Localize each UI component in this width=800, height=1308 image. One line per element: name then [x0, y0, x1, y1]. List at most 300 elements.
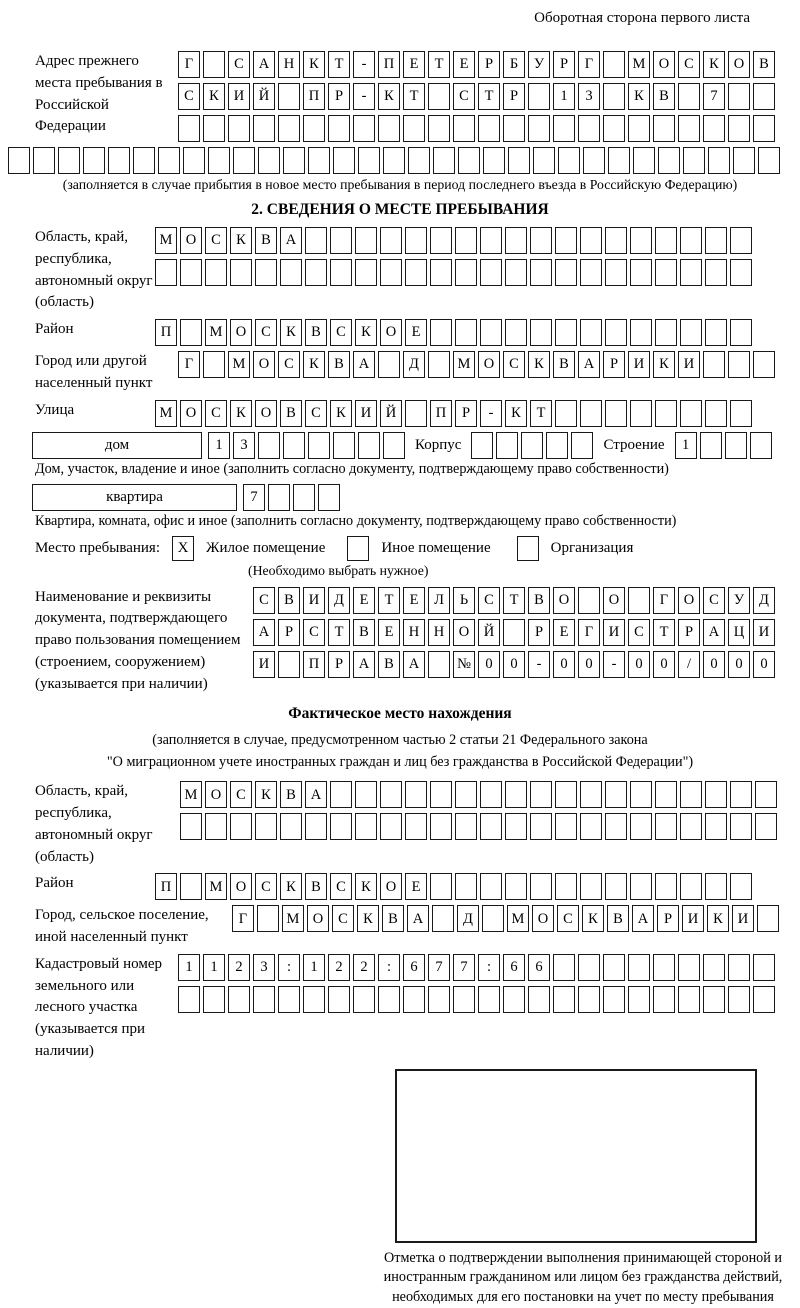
char-cell[interactable]: [546, 432, 568, 459]
char-cell[interactable]: [405, 400, 427, 427]
char-cell[interactable]: [628, 986, 650, 1013]
char-cell[interactable]: №: [453, 651, 475, 678]
char-cell[interactable]: [471, 432, 493, 459]
char-cell[interactable]: [482, 905, 504, 932]
char-cell[interactable]: [480, 813, 502, 840]
char-cell[interactable]: [328, 115, 350, 142]
char-cell[interactable]: 1: [203, 954, 225, 981]
char-cell[interactable]: [303, 986, 325, 1013]
char-cell[interactable]: К: [378, 83, 400, 110]
char-cell[interactable]: [305, 227, 327, 254]
char-cell[interactable]: /: [678, 651, 700, 678]
char-cell[interactable]: [655, 781, 677, 808]
char-cell[interactable]: [505, 813, 527, 840]
char-cell[interactable]: О: [453, 619, 475, 646]
char-cell[interactable]: [178, 115, 200, 142]
char-cell[interactable]: Й: [253, 83, 275, 110]
char-cell[interactable]: [730, 259, 752, 286]
char-cell[interactable]: [83, 147, 105, 174]
char-cell[interactable]: [555, 873, 577, 900]
checkbox-organizacia[interactable]: [517, 536, 539, 561]
char-cell[interactable]: Е: [403, 587, 425, 614]
char-cell[interactable]: [555, 227, 577, 254]
char-cell[interactable]: П: [303, 651, 325, 678]
char-cell[interactable]: 6: [503, 954, 525, 981]
char-cell[interactable]: [180, 319, 202, 346]
char-cell[interactable]: [330, 781, 352, 808]
char-cell[interactable]: [753, 83, 775, 110]
char-cell[interactable]: 7: [428, 954, 450, 981]
char-cell[interactable]: [380, 259, 402, 286]
char-cell[interactable]: К: [628, 83, 650, 110]
char-cell[interactable]: В: [528, 587, 550, 614]
char-cell[interactable]: [753, 954, 775, 981]
char-cell[interactable]: У: [728, 587, 750, 614]
char-cell[interactable]: [180, 813, 202, 840]
char-cell[interactable]: [453, 986, 475, 1013]
char-cell[interactable]: [480, 873, 502, 900]
char-cell[interactable]: К: [582, 905, 604, 932]
char-cell[interactable]: А: [305, 781, 327, 808]
char-cell[interactable]: М: [155, 227, 177, 254]
char-cell[interactable]: [228, 986, 250, 1013]
char-cell[interactable]: Т: [328, 619, 350, 646]
char-cell[interactable]: 6: [528, 954, 550, 981]
char-cell[interactable]: [358, 432, 380, 459]
char-cell[interactable]: [655, 259, 677, 286]
char-cell[interactable]: М: [282, 905, 304, 932]
char-cell[interactable]: [155, 259, 177, 286]
char-cell[interactable]: О: [180, 227, 202, 254]
char-cell[interactable]: М: [507, 905, 529, 932]
char-cell[interactable]: В: [280, 400, 302, 427]
char-cell[interactable]: [705, 873, 727, 900]
char-cell[interactable]: [383, 147, 405, 174]
char-cell[interactable]: К: [303, 351, 325, 378]
char-cell[interactable]: [432, 905, 454, 932]
char-cell[interactable]: [603, 83, 625, 110]
char-cell[interactable]: Г: [178, 351, 200, 378]
char-cell[interactable]: А: [353, 651, 375, 678]
char-cell[interactable]: Д: [403, 351, 425, 378]
char-cell[interactable]: [453, 115, 475, 142]
char-cell[interactable]: Е: [453, 51, 475, 78]
char-cell[interactable]: [230, 813, 252, 840]
char-cell[interactable]: [133, 147, 155, 174]
char-cell[interactable]: [405, 813, 427, 840]
char-cell[interactable]: В: [382, 905, 404, 932]
char-cell[interactable]: [733, 147, 755, 174]
char-cell[interactable]: [528, 83, 550, 110]
char-cell[interactable]: [355, 259, 377, 286]
char-cell[interactable]: [653, 986, 675, 1013]
char-cell[interactable]: [278, 115, 300, 142]
char-cell[interactable]: [703, 986, 725, 1013]
char-cell[interactable]: Б: [503, 51, 525, 78]
char-cell[interactable]: Т: [478, 83, 500, 110]
char-cell[interactable]: К: [280, 873, 302, 900]
char-cell[interactable]: [580, 781, 602, 808]
char-cell[interactable]: [753, 986, 775, 1013]
char-cell[interactable]: [380, 781, 402, 808]
char-cell[interactable]: [705, 259, 727, 286]
char-cell[interactable]: 3: [578, 83, 600, 110]
char-cell[interactable]: Г: [178, 51, 200, 78]
char-cell[interactable]: [203, 115, 225, 142]
char-cell[interactable]: В: [255, 227, 277, 254]
char-cell[interactable]: Й: [380, 400, 402, 427]
char-cell[interactable]: [705, 227, 727, 254]
char-cell[interactable]: [703, 954, 725, 981]
char-cell[interactable]: [605, 319, 627, 346]
char-cell[interactable]: [680, 781, 702, 808]
char-cell[interactable]: И: [253, 651, 275, 678]
char-cell[interactable]: [505, 319, 527, 346]
char-cell[interactable]: [403, 115, 425, 142]
char-cell[interactable]: [183, 147, 205, 174]
char-cell[interactable]: С: [557, 905, 579, 932]
char-cell[interactable]: [730, 873, 752, 900]
char-cell[interactable]: О: [380, 873, 402, 900]
char-cell[interactable]: Т: [653, 619, 675, 646]
char-cell[interactable]: К: [707, 905, 729, 932]
char-cell[interactable]: [203, 51, 225, 78]
char-cell[interactable]: [730, 319, 752, 346]
char-cell[interactable]: [728, 954, 750, 981]
char-cell[interactable]: Т: [503, 587, 525, 614]
checkbox-zhiloe[interactable]: X: [172, 536, 194, 561]
char-cell[interactable]: [253, 115, 275, 142]
char-cell[interactable]: А: [253, 51, 275, 78]
char-cell[interactable]: Г: [653, 587, 675, 614]
char-cell[interactable]: С: [628, 619, 650, 646]
char-cell[interactable]: [496, 432, 518, 459]
char-cell[interactable]: А: [280, 227, 302, 254]
char-cell[interactable]: В: [553, 351, 575, 378]
char-cell[interactable]: [750, 432, 772, 459]
char-cell[interactable]: [8, 147, 30, 174]
char-cell[interactable]: О: [653, 51, 675, 78]
char-cell[interactable]: М: [453, 351, 475, 378]
char-cell[interactable]: [178, 986, 200, 1013]
char-cell[interactable]: С: [255, 873, 277, 900]
char-cell[interactable]: К: [330, 400, 352, 427]
char-cell[interactable]: Г: [578, 51, 600, 78]
char-cell[interactable]: С: [253, 587, 275, 614]
char-cell[interactable]: С: [178, 83, 200, 110]
char-cell[interactable]: [383, 432, 405, 459]
char-cell[interactable]: [480, 227, 502, 254]
char-cell[interactable]: [430, 227, 452, 254]
char-cell[interactable]: И: [228, 83, 250, 110]
char-cell[interactable]: [378, 351, 400, 378]
char-cell[interactable]: [455, 319, 477, 346]
char-cell[interactable]: Н: [428, 619, 450, 646]
char-cell[interactable]: 0: [503, 651, 525, 678]
char-cell[interactable]: П: [303, 83, 325, 110]
char-cell[interactable]: В: [305, 319, 327, 346]
char-cell[interactable]: [658, 147, 680, 174]
char-cell[interactable]: [728, 83, 750, 110]
char-cell[interactable]: [628, 954, 650, 981]
char-cell[interactable]: [430, 781, 452, 808]
char-cell[interactable]: [528, 115, 550, 142]
char-cell[interactable]: [455, 813, 477, 840]
char-cell[interactable]: Г: [578, 619, 600, 646]
char-cell[interactable]: Т: [328, 51, 350, 78]
char-cell[interactable]: [630, 227, 652, 254]
char-cell[interactable]: [705, 400, 727, 427]
char-cell[interactable]: [703, 115, 725, 142]
char-cell[interactable]: [278, 83, 300, 110]
char-cell[interactable]: [480, 319, 502, 346]
char-cell[interactable]: М: [180, 781, 202, 808]
char-cell[interactable]: О: [678, 587, 700, 614]
char-cell[interactable]: У: [528, 51, 550, 78]
char-cell[interactable]: К: [280, 319, 302, 346]
char-cell[interactable]: И: [355, 400, 377, 427]
char-cell[interactable]: [528, 986, 550, 1013]
char-cell[interactable]: С: [255, 319, 277, 346]
char-cell[interactable]: [683, 147, 705, 174]
char-cell[interactable]: О: [205, 781, 227, 808]
char-cell[interactable]: [680, 227, 702, 254]
char-cell[interactable]: А: [253, 619, 275, 646]
char-cell[interactable]: Р: [657, 905, 679, 932]
char-cell[interactable]: [258, 432, 280, 459]
char-cell[interactable]: [653, 954, 675, 981]
char-cell[interactable]: [708, 147, 730, 174]
char-cell[interactable]: 0: [628, 651, 650, 678]
char-cell[interactable]: Е: [403, 51, 425, 78]
char-cell[interactable]: 0: [703, 651, 725, 678]
char-cell[interactable]: М: [205, 873, 227, 900]
char-cell[interactable]: Р: [528, 619, 550, 646]
char-cell[interactable]: [653, 115, 675, 142]
char-cell[interactable]: М: [228, 351, 250, 378]
char-cell[interactable]: В: [653, 83, 675, 110]
char-cell[interactable]: [353, 986, 375, 1013]
char-cell[interactable]: [230, 259, 252, 286]
char-cell[interactable]: [208, 147, 230, 174]
char-cell[interactable]: 3: [233, 432, 255, 459]
char-cell[interactable]: -: [353, 51, 375, 78]
char-cell[interactable]: 2: [353, 954, 375, 981]
char-cell[interactable]: [505, 873, 527, 900]
char-cell[interactable]: [725, 432, 747, 459]
char-cell[interactable]: [205, 259, 227, 286]
char-cell[interactable]: [555, 259, 577, 286]
char-cell[interactable]: [680, 400, 702, 427]
char-cell[interactable]: Т: [403, 83, 425, 110]
char-cell[interactable]: [705, 813, 727, 840]
char-cell[interactable]: 0: [478, 651, 500, 678]
char-cell[interactable]: И: [628, 351, 650, 378]
char-cell[interactable]: [503, 115, 525, 142]
char-cell[interactable]: [703, 351, 725, 378]
char-cell[interactable]: Ц: [728, 619, 750, 646]
char-cell[interactable]: 1: [303, 954, 325, 981]
char-cell[interactable]: [483, 147, 505, 174]
char-cell[interactable]: К: [703, 51, 725, 78]
char-cell[interactable]: [505, 259, 527, 286]
char-cell[interactable]: [458, 147, 480, 174]
char-cell[interactable]: С: [503, 351, 525, 378]
char-cell[interactable]: [603, 51, 625, 78]
char-cell[interactable]: [605, 259, 627, 286]
char-cell[interactable]: [330, 259, 352, 286]
char-cell[interactable]: [257, 905, 279, 932]
char-cell[interactable]: Д: [753, 587, 775, 614]
char-cell[interactable]: 0: [553, 651, 575, 678]
char-cell[interactable]: С: [228, 51, 250, 78]
char-cell[interactable]: [521, 432, 543, 459]
char-cell[interactable]: -: [528, 651, 550, 678]
char-cell[interactable]: С: [278, 351, 300, 378]
char-cell[interactable]: [180, 873, 202, 900]
char-cell[interactable]: [455, 227, 477, 254]
char-cell[interactable]: [308, 432, 330, 459]
char-cell[interactable]: [555, 781, 577, 808]
char-cell[interactable]: [753, 115, 775, 142]
char-cell[interactable]: 0: [728, 651, 750, 678]
char-cell[interactable]: [757, 905, 779, 932]
char-cell[interactable]: [730, 781, 752, 808]
char-cell[interactable]: [630, 873, 652, 900]
char-cell[interactable]: [180, 259, 202, 286]
char-cell[interactable]: Т: [428, 51, 450, 78]
char-cell[interactable]: Р: [328, 651, 350, 678]
char-cell[interactable]: [428, 651, 450, 678]
char-cell[interactable]: В: [378, 651, 400, 678]
char-cell[interactable]: [728, 986, 750, 1013]
char-cell[interactable]: [478, 986, 500, 1013]
char-cell[interactable]: -: [480, 400, 502, 427]
char-cell[interactable]: [503, 619, 525, 646]
char-cell[interactable]: 7: [243, 484, 265, 511]
char-cell[interactable]: [380, 813, 402, 840]
char-cell[interactable]: С: [305, 400, 327, 427]
char-cell[interactable]: [705, 781, 727, 808]
char-cell[interactable]: [278, 651, 300, 678]
char-cell[interactable]: В: [280, 781, 302, 808]
char-cell[interactable]: [705, 319, 727, 346]
char-cell[interactable]: [583, 147, 605, 174]
char-cell[interactable]: К: [528, 351, 550, 378]
char-cell[interactable]: 7: [703, 83, 725, 110]
char-cell[interactable]: [578, 986, 600, 1013]
char-cell[interactable]: И: [303, 587, 325, 614]
char-cell[interactable]: :: [478, 954, 500, 981]
char-cell[interactable]: 1: [675, 432, 697, 459]
char-cell[interactable]: А: [403, 651, 425, 678]
char-cell[interactable]: О: [532, 905, 554, 932]
char-cell[interactable]: [308, 147, 330, 174]
char-cell[interactable]: [630, 259, 652, 286]
char-cell[interactable]: [530, 259, 552, 286]
char-cell[interactable]: [33, 147, 55, 174]
char-cell[interactable]: [268, 484, 290, 511]
char-cell[interactable]: С: [678, 51, 700, 78]
char-cell[interactable]: [158, 147, 180, 174]
char-cell[interactable]: [655, 319, 677, 346]
char-cell[interactable]: [508, 147, 530, 174]
char-cell[interactable]: С: [332, 905, 354, 932]
char-cell[interactable]: [318, 484, 340, 511]
char-cell[interactable]: [530, 873, 552, 900]
char-cell[interactable]: [580, 259, 602, 286]
char-cell[interactable]: П: [430, 400, 452, 427]
char-cell[interactable]: [571, 432, 593, 459]
char-cell[interactable]: [580, 227, 602, 254]
char-cell[interactable]: П: [378, 51, 400, 78]
char-cell[interactable]: [605, 781, 627, 808]
char-cell[interactable]: [378, 986, 400, 1013]
char-cell[interactable]: [305, 259, 327, 286]
char-cell[interactable]: [628, 115, 650, 142]
char-cell[interactable]: Р: [278, 619, 300, 646]
char-cell[interactable]: С: [703, 587, 725, 614]
char-cell[interactable]: Р: [553, 51, 575, 78]
char-cell[interactable]: О: [253, 351, 275, 378]
char-cell[interactable]: И: [753, 619, 775, 646]
char-cell[interactable]: Н: [403, 619, 425, 646]
char-cell[interactable]: [283, 432, 305, 459]
char-cell[interactable]: [455, 259, 477, 286]
char-cell[interactable]: [630, 319, 652, 346]
char-cell[interactable]: [233, 147, 255, 174]
char-cell[interactable]: [530, 813, 552, 840]
char-cell[interactable]: [680, 259, 702, 286]
char-cell[interactable]: 0: [753, 651, 775, 678]
char-cell[interactable]: [330, 227, 352, 254]
char-cell[interactable]: [405, 227, 427, 254]
char-cell[interactable]: [505, 781, 527, 808]
char-cell[interactable]: [580, 813, 602, 840]
char-cell[interactable]: [700, 432, 722, 459]
char-cell[interactable]: А: [407, 905, 429, 932]
char-cell[interactable]: Е: [353, 587, 375, 614]
char-cell[interactable]: [358, 147, 380, 174]
char-cell[interactable]: [758, 147, 780, 174]
char-cell[interactable]: [655, 227, 677, 254]
char-cell[interactable]: [480, 259, 502, 286]
char-cell[interactable]: [355, 813, 377, 840]
char-cell[interactable]: [655, 873, 677, 900]
char-cell[interactable]: [455, 873, 477, 900]
char-cell[interactable]: [280, 813, 302, 840]
char-cell[interactable]: [408, 147, 430, 174]
char-cell[interactable]: С: [453, 83, 475, 110]
char-cell[interactable]: С: [205, 400, 227, 427]
char-cell[interactable]: [730, 400, 752, 427]
char-cell[interactable]: Р: [678, 619, 700, 646]
char-cell[interactable]: [605, 400, 627, 427]
char-cell[interactable]: Е: [405, 319, 427, 346]
char-cell[interactable]: О: [230, 873, 252, 900]
char-cell[interactable]: К: [203, 83, 225, 110]
char-cell[interactable]: С: [205, 227, 227, 254]
char-cell[interactable]: [630, 781, 652, 808]
char-cell[interactable]: [655, 813, 677, 840]
char-cell[interactable]: [278, 986, 300, 1013]
char-cell[interactable]: Е: [405, 873, 427, 900]
char-cell[interactable]: [203, 351, 225, 378]
char-cell[interactable]: [333, 432, 355, 459]
char-cell[interactable]: [205, 813, 227, 840]
char-cell[interactable]: [553, 986, 575, 1013]
char-cell[interactable]: 6: [403, 954, 425, 981]
